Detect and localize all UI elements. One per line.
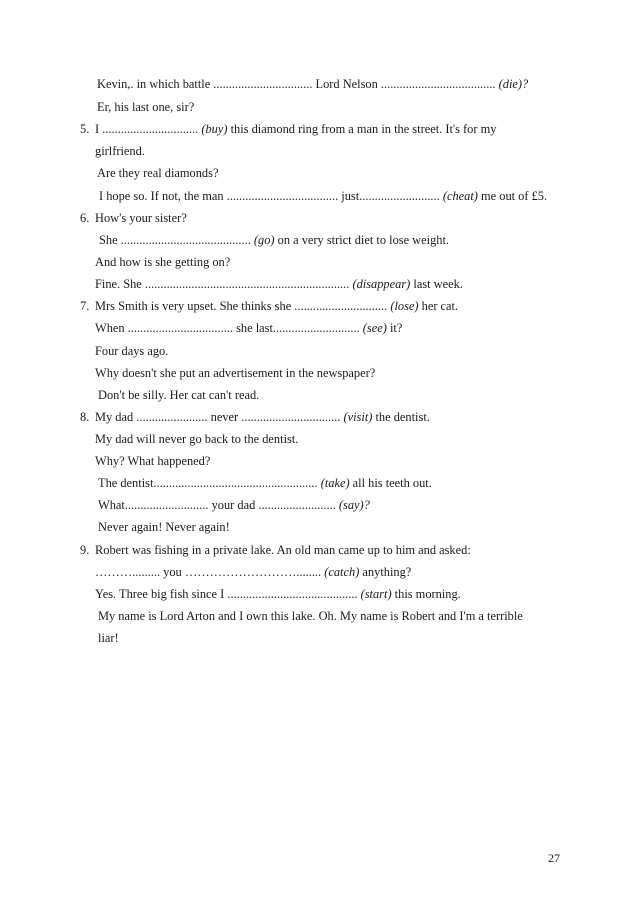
line-text: Yes. Three big fish since I .......................................... <box>95 587 361 601</box>
text-line <box>95 211 187 226</box>
line-text: all his teeth out. <box>349 476 432 490</box>
text-line <box>98 498 370 513</box>
line-text: Don't be silly. Her cat can't read. <box>98 388 260 402</box>
line-text: When .................................. she last............................ <box>95 321 363 335</box>
text-line <box>99 233 449 248</box>
line-text: I ............................... <box>95 122 202 136</box>
item-number: 5. <box>80 122 90 136</box>
item-number: 8. <box>80 410 90 424</box>
line-text: Fine. She .................................................................. <box>95 277 353 291</box>
text-line <box>95 344 168 359</box>
verb-hint: (say)? <box>338 498 370 512</box>
verb-hint: (start) <box>360 587 392 601</box>
text-line <box>95 255 230 270</box>
text-line <box>98 520 230 535</box>
page-number: 27 <box>548 851 560 865</box>
text-line <box>97 77 528 92</box>
item-number: 9. <box>80 543 90 557</box>
verb-hint: (see) <box>362 321 387 335</box>
text-line <box>95 543 471 558</box>
text-line <box>98 476 432 491</box>
verb-hint: (cheat) <box>442 189 478 203</box>
line-text: this morning. <box>391 587 461 601</box>
line-text: My dad will never go back to the dentist. <box>95 432 299 446</box>
line-text: My name is Lord Arton and I own this lake. Oh. My name is Robert and I'm a terrible <box>98 609 523 623</box>
text-line <box>95 321 402 336</box>
line-text: girlfriend. <box>95 144 145 158</box>
text-line <box>95 565 411 580</box>
line-text: last week. <box>410 277 463 291</box>
text-line <box>95 299 458 314</box>
line-text: What........................... your dad ......................... <box>98 498 339 512</box>
line-text: She .......................................... <box>99 233 254 247</box>
line-text: the dentist. <box>372 410 430 424</box>
line-text: Robert was fishing in a private lake. An old man came up to him and asked: <box>95 543 471 557</box>
line-text: I hope so. If not, the man .................................... just.......................... <box>99 189 443 203</box>
line-text: Er, his last one, sir? <box>97 100 195 114</box>
verb-hint: (go) <box>253 233 275 247</box>
line-text: Why? What happened? <box>95 454 211 468</box>
line-text: liar! <box>98 631 119 645</box>
line-text: Never again! Never again! <box>98 520 230 534</box>
text-line <box>98 631 119 646</box>
line-text: My dad ....................... never ................................ <box>95 410 344 424</box>
verb-hint: (take) <box>320 476 350 490</box>
text-line <box>95 144 145 159</box>
verb-hint: (catch) <box>324 565 360 579</box>
line-text: this diamond ring from a man in the street. It's for my <box>227 122 497 136</box>
text-line <box>98 388 259 403</box>
text-line <box>95 432 298 447</box>
line-text: Mrs Smith is very upset. She thinks she .............................. <box>95 299 391 313</box>
line-text: The dentist..................................................... <box>98 476 321 490</box>
line-text: Why doesn't she put an advertisement in the newspaper? <box>95 366 376 380</box>
verb-hint: (disappear) <box>352 277 411 291</box>
text-line <box>95 277 463 292</box>
item-number: 7. <box>80 299 90 313</box>
text-line <box>95 122 496 137</box>
text-line <box>95 454 210 469</box>
line-text: me out of £5. <box>477 189 548 203</box>
line-text: on a very strict diet to lose weight. <box>274 233 450 247</box>
item-number: 6. <box>80 211 90 225</box>
line-text: ………......... you ………………………........ <box>95 565 325 579</box>
line-text: Kevin,. in which battle ................................ Lord Nelson ..................................... <box>97 77 499 91</box>
line-text: it? <box>386 321 403 335</box>
text-line <box>97 100 194 115</box>
text-line <box>95 410 430 425</box>
line-text: anything? <box>359 565 412 579</box>
verb-hint: (buy) <box>201 122 228 136</box>
verb-hint: (die)? <box>498 77 529 91</box>
verb-hint: (visit) <box>343 410 373 424</box>
text-line <box>97 166 218 181</box>
text-line <box>95 587 461 602</box>
line-text: And how is she getting on? <box>95 255 231 269</box>
text-line <box>95 366 375 381</box>
verb-hint: (lose) <box>390 299 419 313</box>
line-text: Four days ago. <box>95 344 169 358</box>
line-text: her cat. <box>418 299 459 313</box>
text-line <box>99 189 547 204</box>
line-text: Are they real diamonds? <box>97 166 219 180</box>
text-line <box>98 609 523 624</box>
line-text: How's your sister? <box>95 211 187 225</box>
